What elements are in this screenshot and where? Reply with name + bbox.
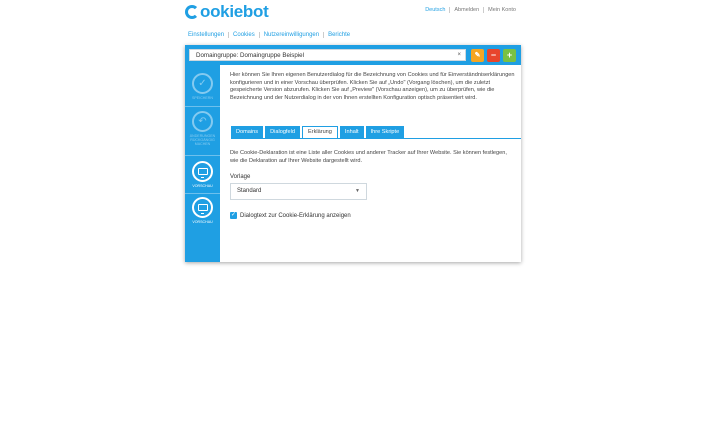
- sidebar: [185, 65, 220, 262]
- add-button[interactable]: +: [503, 49, 516, 62]
- logout-link[interactable]: Abmelden: [449, 7, 483, 13]
- tab-scripts[interactable]: Ihre Skripte: [366, 126, 405, 138]
- tab-declaration[interactable]: Erklärung: [302, 126, 338, 138]
- monitor-icon: [192, 161, 213, 182]
- monitor-icon: [192, 197, 213, 218]
- clear-icon[interactable]: ×: [457, 52, 461, 58]
- tab-domains[interactable]: Domains: [231, 126, 263, 138]
- account-link[interactable]: Mein Konto: [483, 7, 520, 13]
- preview-label: VORSCHAU: [192, 184, 213, 188]
- sidebar-divider: [185, 106, 220, 107]
- remove-button[interactable]: −: [487, 49, 500, 62]
- panel-header: [185, 45, 521, 65]
- logo-text: ookiebot: [200, 2, 269, 21]
- logo-c-mark: [185, 5, 199, 19]
- domain-group-select[interactable]: [189, 49, 466, 61]
- nav-settings[interactable]: Einstellungen: [188, 32, 225, 38]
- settings-panel: [185, 45, 521, 262]
- chevron-down-icon: ▼: [355, 188, 360, 194]
- checkbox-checked-icon[interactable]: ✓: [230, 212, 237, 218]
- language-link[interactable]: Deutsch: [425, 7, 446, 13]
- dialog-text-option[interactable]: [230, 212, 351, 219]
- edit-button[interactable]: ✎: [471, 49, 484, 62]
- preview-label-2: VORSCHAU: [192, 220, 213, 224]
- save-button[interactable]: [189, 73, 216, 100]
- declaration-description: Die Cookie-Deklaration ist eine Liste aller Cookies und anderer Tracker auf Ihrer Website. Sie können festlegen, wie die Deklaration auf Ihrer Website dargestellt wird.: [230, 150, 507, 164]
- preview-button[interactable]: [189, 161, 216, 188]
- top-navigation: [421, 7, 520, 13]
- preview-button-2[interactable]: [189, 197, 216, 224]
- intro-text: Hier können Sie Ihren eigenen Benutzerdialog für die Bezeichnung von Cookies und für Einverständniserklärungen konfigurieren und in einer Vorschau überprüfen. Klicken Sie auf „Undo" (Vorgang löschen), um die zuletzt gespeicherte Version abzurufen. Klicken Sie auf „Preview" (Vorschau anzeigen), um zu überprüfen, wie die Bezeichnung und der Nutzerdialog in der von Ihnen erstellten Konfiguration optisch präsentiert wird.: [230, 72, 515, 101]
- undo-label: ÄNDERUNGEN RÜCKGÄNGIG MACHEN: [189, 134, 216, 146]
- tab-bar: [231, 126, 406, 138]
- breadcrumb: [188, 32, 354, 38]
- check-icon: ✓: [192, 73, 213, 94]
- template-value: Standard: [237, 188, 262, 194]
- tab-dialog[interactable]: Dialogfeld: [265, 126, 300, 138]
- nav-consents[interactable]: Nutzereinwilligungen: [259, 32, 323, 38]
- undo-icon: ↶: [192, 111, 213, 132]
- tab-underline: [231, 138, 521, 139]
- nav-cookies[interactable]: Cookies: [228, 32, 259, 38]
- sidebar-divider: [185, 193, 220, 194]
- checkbox-label: Dialogtext zur Cookie-Erklärung anzeigen: [240, 212, 351, 219]
- domain-group-value: Domaingruppe: Domaingruppe Beispiel: [196, 52, 305, 59]
- sidebar-divider: [185, 155, 220, 156]
- template-select[interactable]: [230, 183, 367, 200]
- nav-reports[interactable]: Berichte: [323, 32, 354, 38]
- template-label: Vorlage: [230, 174, 251, 180]
- tab-content[interactable]: Inhalt: [340, 126, 364, 138]
- cookiebot-logo[interactable]: [185, 2, 268, 22]
- undo-button[interactable]: [189, 111, 216, 146]
- save-label: SPEICHERN: [192, 96, 213, 100]
